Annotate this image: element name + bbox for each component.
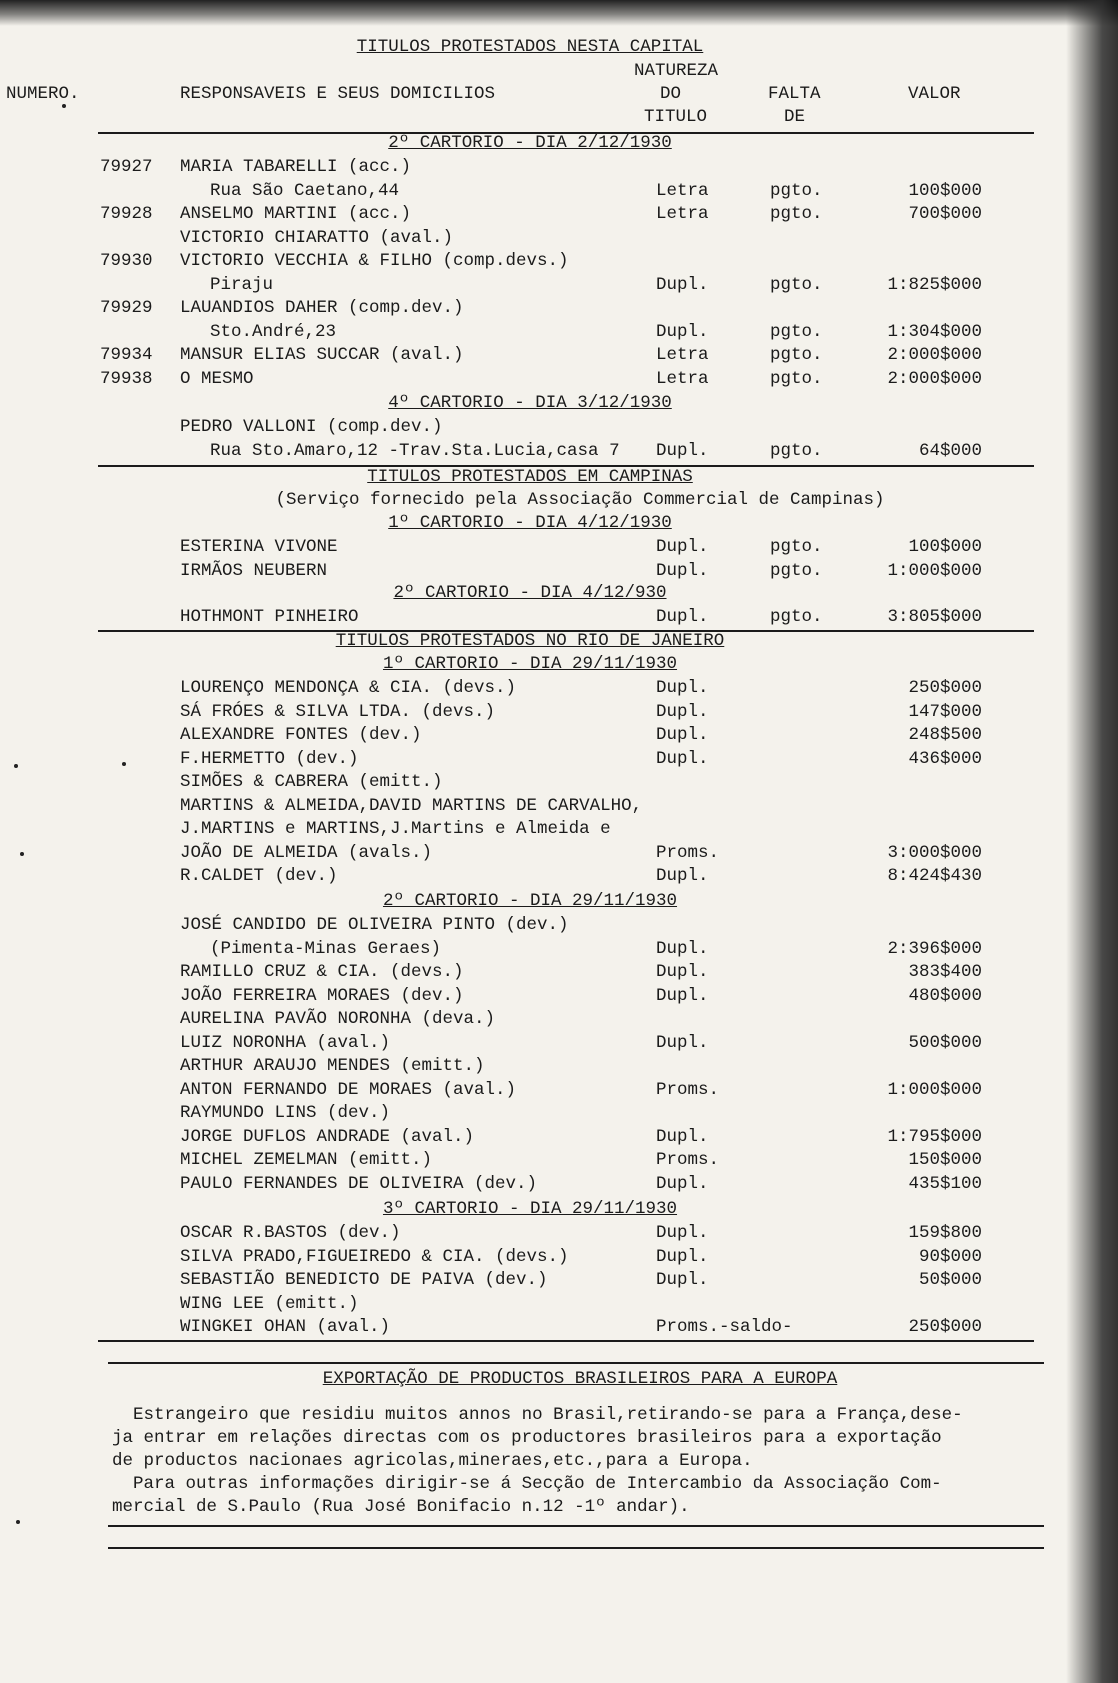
row-valor: 147$000 <box>908 701 982 722</box>
scan-speck <box>62 104 66 108</box>
row-valor: 1:825$000 <box>887 274 982 295</box>
row-valor: 64$000 <box>918 440 982 461</box>
row-valor: 150$000 <box>908 1150 982 1170</box>
row-valor: 1:000$000 <box>887 1079 982 1100</box>
table-row <box>0 203 1060 226</box>
table-row <box>0 606 1060 629</box>
header-falta: FALTA <box>768 84 821 104</box>
table-row <box>0 368 1060 391</box>
paragraph-line: Estrangeiro que residiu muitos annos no Brasil,retirando-se para a França,dese- <box>112 1405 963 1425</box>
row-falta: pgto. <box>770 440 823 461</box>
header-titulo: TITULO <box>644 107 708 127</box>
table-row <box>0 1149 1060 1172</box>
table-row <box>0 865 1060 888</box>
table-row <box>0 1008 1060 1031</box>
row-responsavel: R.CALDET (dev.) <box>180 866 338 886</box>
row-responsavel: J.MARTINS e MARTINS,J.Martins e Almeida e <box>180 819 611 839</box>
table-row <box>0 274 1060 297</box>
table-row <box>0 1269 1060 1292</box>
table-row <box>0 440 1060 463</box>
row-titulo: Proms. <box>656 1150 720 1170</box>
row-valor: 159$800 <box>908 1223 982 1243</box>
paragraph-line: mercial de S.Paulo (Rua José Bonifacio n.12 -1º andar). <box>112 1497 690 1517</box>
table-row <box>0 227 1060 250</box>
table-row <box>0 560 1060 583</box>
export-mid-rule <box>108 1525 1044 1527</box>
row-titulo: Proms. <box>656 842 720 863</box>
paragraph-line: de productos nacionaes agricolas,mineraes,etc.,para a Europa. <box>112 1451 753 1471</box>
row-falta: pgto. <box>770 537 823 557</box>
row-valor: 1:795$000 <box>887 1126 982 1147</box>
table-row <box>0 795 1060 818</box>
row-responsavel: LUIZ NORONHA (aval.) <box>180 1032 391 1053</box>
row-responsavel: Rua Sto.Amaro,12 -Trav.Sta.Lucia,casa 7 <box>210 440 620 461</box>
row-responsavel: WING LEE (emitt.) <box>180 1293 359 1314</box>
row-titulo: Dupl. <box>656 1223 709 1243</box>
row-responsavel: ANTON FERNANDO DE MORAES (aval.) <box>180 1079 517 1100</box>
section-campinas-1: 1º CARTORIO - DIA 4/12/1930 <box>388 513 672 533</box>
row-responsavel: AURELINA PAVÃO NORONHA (deva.) <box>180 1009 496 1029</box>
header-row-2 <box>0 83 1060 106</box>
campinas-title: TITULOS PROTESTADOS EM CAMPINAS <box>367 467 693 487</box>
row-titulo: Letra <box>656 368 709 389</box>
row-valor: 383$400 <box>908 962 982 982</box>
row-titulo: Dupl. <box>656 866 709 886</box>
row-valor: 500$000 <box>908 1032 982 1053</box>
row-titulo: Dupl. <box>656 321 709 342</box>
header-natureza: NATUREZA <box>634 61 719 81</box>
table-row <box>0 985 1060 1008</box>
row-valor: 435$100 <box>908 1173 982 1194</box>
table-row <box>0 1102 1060 1125</box>
row-valor: 248$500 <box>908 725 982 745</box>
row-valor: 480$000 <box>908 985 982 1006</box>
table-row <box>0 1173 1060 1196</box>
table-row <box>0 818 1060 841</box>
export-bottom-rule <box>108 1547 1044 1549</box>
rio-title: TITULOS PROTESTADOS NO RIO DE JANEIRO <box>335 631 725 651</box>
row-titulo: Dupl. <box>656 962 709 982</box>
row-falta: pgto. <box>770 321 823 342</box>
scan-edge-right <box>1066 0 1118 1683</box>
row-titulo: Dupl. <box>656 440 709 461</box>
row-responsavel: JOÃO FERREIRA MORAES (dev.) <box>180 985 464 1006</box>
section-rio-2: 2º CARTORIO - DIA 29/11/1930 <box>382 891 678 911</box>
table-row <box>0 677 1060 700</box>
row-valor: 2:000$000 <box>887 345 982 365</box>
row-falta: pgto. <box>770 368 823 389</box>
row-valor: 50$000 <box>918 1270 982 1290</box>
table-row <box>0 1222 1060 1245</box>
table-row <box>0 701 1060 724</box>
row-valor: 2:396$000 <box>887 938 982 959</box>
header-numero: NUMERO. <box>6 84 80 104</box>
row-responsavel: Rua São Caetano,44 <box>210 180 400 201</box>
row-titulo: Letra <box>656 204 709 224</box>
scan-edge-top <box>0 0 1118 26</box>
row-number: 79929 <box>100 298 153 318</box>
header-responsaveis: RESPONSAVEIS E SEUS DOMICILIOS <box>180 84 496 104</box>
row-responsavel: MARIA TABARELLI (acc.) <box>180 157 412 177</box>
row-titulo: Dupl. <box>656 725 709 745</box>
row-titulo: Dupl. <box>656 938 709 959</box>
row-titulo: Dupl. <box>656 1246 709 1267</box>
table-row <box>0 1032 1060 1055</box>
table-row <box>0 297 1060 320</box>
row-responsavel: MARTINS & ALMEIDA,DAVID MARTINS DE CARVALHO, <box>180 795 643 816</box>
row-valor: 3:805$000 <box>887 607 982 627</box>
campinas-subtitle: (Serviço fornecido pela Associação Commercial de Campinas) <box>275 490 885 510</box>
row-titulo: Dupl. <box>656 701 709 722</box>
row-valor: 250$000 <box>908 1317 982 1337</box>
row-valor: 8:424$430 <box>887 866 982 886</box>
table-row <box>0 724 1060 747</box>
table-row <box>0 842 1060 865</box>
row-responsavel: ALEXANDRE FONTES (dev.) <box>180 725 422 745</box>
row-falta: pgto. <box>770 180 823 201</box>
header-row-1 <box>0 60 1060 83</box>
row-titulo: Dupl. <box>656 678 709 698</box>
scan-speck <box>16 1520 20 1524</box>
table-row <box>0 156 1060 179</box>
table-row <box>0 771 1060 794</box>
rio-end-rule <box>98 1340 1034 1342</box>
row-valor: 90$000 <box>918 1246 982 1267</box>
scan-speck <box>20 852 24 856</box>
table-row <box>0 250 1060 273</box>
row-valor: 700$000 <box>908 204 982 224</box>
row-titulo: Dupl. <box>656 1126 709 1147</box>
row-falta: pgto. <box>770 345 823 365</box>
row-titulo: Dupl. <box>656 607 709 627</box>
section-capital-2: 2º CARTORIO - DIA 2/12/1930 <box>388 133 672 153</box>
row-responsavel: SILVA PRADO,FIGUEIREDO & CIA. (devs.) <box>180 1246 569 1267</box>
row-responsavel: ARTHUR ARAUJO MENDES (emitt.) <box>180 1056 485 1076</box>
row-titulo: Dupl. <box>656 274 709 295</box>
table-row <box>0 416 1060 439</box>
row-responsavel: RAMILLO CRUZ & CIA. (devs.) <box>180 962 464 982</box>
row-responsavel: MANSUR ELIAS SUCCAR (aval.) <box>180 345 464 365</box>
row-titulo: Dupl. <box>656 1270 709 1290</box>
header-do: DO <box>660 84 682 104</box>
header-valor: VALOR <box>908 84 961 104</box>
row-valor: 1:000$000 <box>887 560 982 581</box>
row-titulo: Letra <box>656 180 709 201</box>
row-responsavel: HOTHMONT PINHEIRO <box>180 607 359 627</box>
row-valor: 3:000$000 <box>887 842 982 863</box>
row-responsavel: IRMÃOS NEUBERN <box>180 560 328 581</box>
row-titulo: Dupl. <box>656 560 709 581</box>
paragraph-line: Para outras informações dirigir-se á Secção de Intercambio da Associação Com- <box>112 1474 942 1494</box>
row-responsavel: O MESMO <box>180 368 254 389</box>
row-responsavel: Sto.André,23 <box>210 321 337 342</box>
row-responsavel: VICTORIO VECCHIA & FILHO (comp.devs.) <box>180 251 569 271</box>
section-rio-1: 1º CARTORIO - DIA 29/11/1930 <box>382 654 678 674</box>
table-row <box>0 344 1060 367</box>
row-number: 79930 <box>100 251 153 271</box>
row-valor: 250$000 <box>908 678 982 698</box>
paragraph-line: ja entrar em relações directas com os productores brasileiros para a exportação <box>112 1428 942 1448</box>
row-responsavel: (Pimenta-Minas Geraes) <box>210 938 442 959</box>
row-titulo: Dupl. <box>656 985 709 1006</box>
export-title: EXPORTAÇÃO DE PRODUCTOS BRASILEIROS PARA A EUROPA <box>322 1369 838 1389</box>
row-falta: pgto. <box>770 204 823 224</box>
row-titulo: Dupl. <box>656 1173 709 1194</box>
header-row-3 <box>0 106 1060 129</box>
export-top-rule <box>108 1362 1044 1364</box>
scan-speck <box>14 764 18 768</box>
row-responsavel: SÁ FRÓES & SILVA LTDA. (devs.) <box>180 701 496 722</box>
document-title: TITULOS PROTESTADOS NESTA CAPITAL <box>356 37 704 57</box>
row-responsavel: LOURENÇO MENDONÇA & CIA. (devs.) <box>180 678 517 698</box>
header-de: DE <box>784 107 806 127</box>
row-responsavel: JOÃO DE ALMEIDA (avals.) <box>180 842 433 863</box>
row-titulo: Dupl. <box>656 537 709 557</box>
row-responsavel: ESTERINA VIVONE <box>180 537 338 557</box>
section-rio-3: 3º CARTORIO - DIA 29/11/1930 <box>382 1199 678 1219</box>
row-valor: 1:304$000 <box>887 321 982 342</box>
row-responsavel: SEBASTIÃO BENEDICTO DE PAIVA (dev.) <box>180 1270 548 1290</box>
table-row <box>0 1316 1060 1339</box>
row-titulo: Dupl. <box>656 748 709 769</box>
row-responsavel: F.HERMETTO (dev.) <box>180 748 359 769</box>
row-falta: pgto. <box>770 607 823 627</box>
row-number: 79927 <box>100 157 153 177</box>
row-responsavel: PEDRO VALLONI (comp.dev.) <box>180 417 443 437</box>
row-titulo: Proms.-saldo- <box>656 1317 793 1337</box>
row-responsavel: RAYMUNDO LINS (dev.) <box>180 1103 391 1123</box>
table-row <box>0 1246 1060 1269</box>
scan-speck <box>122 762 126 766</box>
row-valor: 2:000$000 <box>887 368 982 389</box>
row-responsavel: OSCAR R.BASTOS (dev.) <box>180 1223 401 1243</box>
table-row <box>0 1293 1060 1316</box>
table-row <box>0 1055 1060 1078</box>
table-row <box>0 1079 1060 1102</box>
row-responsavel: ANSELMO MARTINI (acc.) <box>180 204 412 224</box>
row-responsavel: MICHEL ZEMELMAN (emitt.) <box>180 1150 433 1170</box>
row-responsavel: JOSÉ CANDIDO DE OLIVEIRA PINTO (dev.) <box>180 915 569 935</box>
row-responsavel: VICTORIO CHIARATTO (aval.) <box>180 227 454 248</box>
row-number: 79938 <box>100 368 153 389</box>
row-falta: pgto. <box>770 274 823 295</box>
row-responsavel: WINGKEI OHAN (aval.) <box>180 1317 391 1337</box>
row-number: 79934 <box>100 345 153 365</box>
row-responsavel: Piraju <box>210 274 274 295</box>
table-row <box>0 914 1060 937</box>
row-titulo: Dupl. <box>656 1032 709 1053</box>
table-row <box>0 748 1060 771</box>
table-row <box>0 180 1060 203</box>
row-number: 79928 <box>100 204 153 224</box>
section-capital-4: 4º CARTORIO - DIA 3/12/1930 <box>388 393 672 413</box>
table-row <box>0 536 1060 559</box>
table-row <box>0 961 1060 984</box>
table-row <box>0 938 1060 961</box>
table-row <box>0 321 1060 344</box>
row-titulo: Proms. <box>656 1079 720 1100</box>
row-responsavel: PAULO FERNANDES DE OLIVEIRA (dev.) <box>180 1173 538 1194</box>
table-row <box>0 1126 1060 1149</box>
row-valor: 100$000 <box>908 537 982 557</box>
row-responsavel: JORGE DUFLOS ANDRADE (aval.) <box>180 1126 475 1147</box>
row-valor: 100$000 <box>908 180 982 201</box>
row-responsavel: LAUANDIOS DAHER (comp.dev.) <box>180 298 464 318</box>
row-titulo: Letra <box>656 345 709 365</box>
section-campinas-2: 2º CARTORIO - DIA 4/12/930 <box>393 583 667 603</box>
row-falta: pgto. <box>770 560 823 581</box>
row-valor: 436$000 <box>908 748 982 769</box>
row-responsavel: SIMÕES & CABRERA (emitt.) <box>180 772 443 792</box>
